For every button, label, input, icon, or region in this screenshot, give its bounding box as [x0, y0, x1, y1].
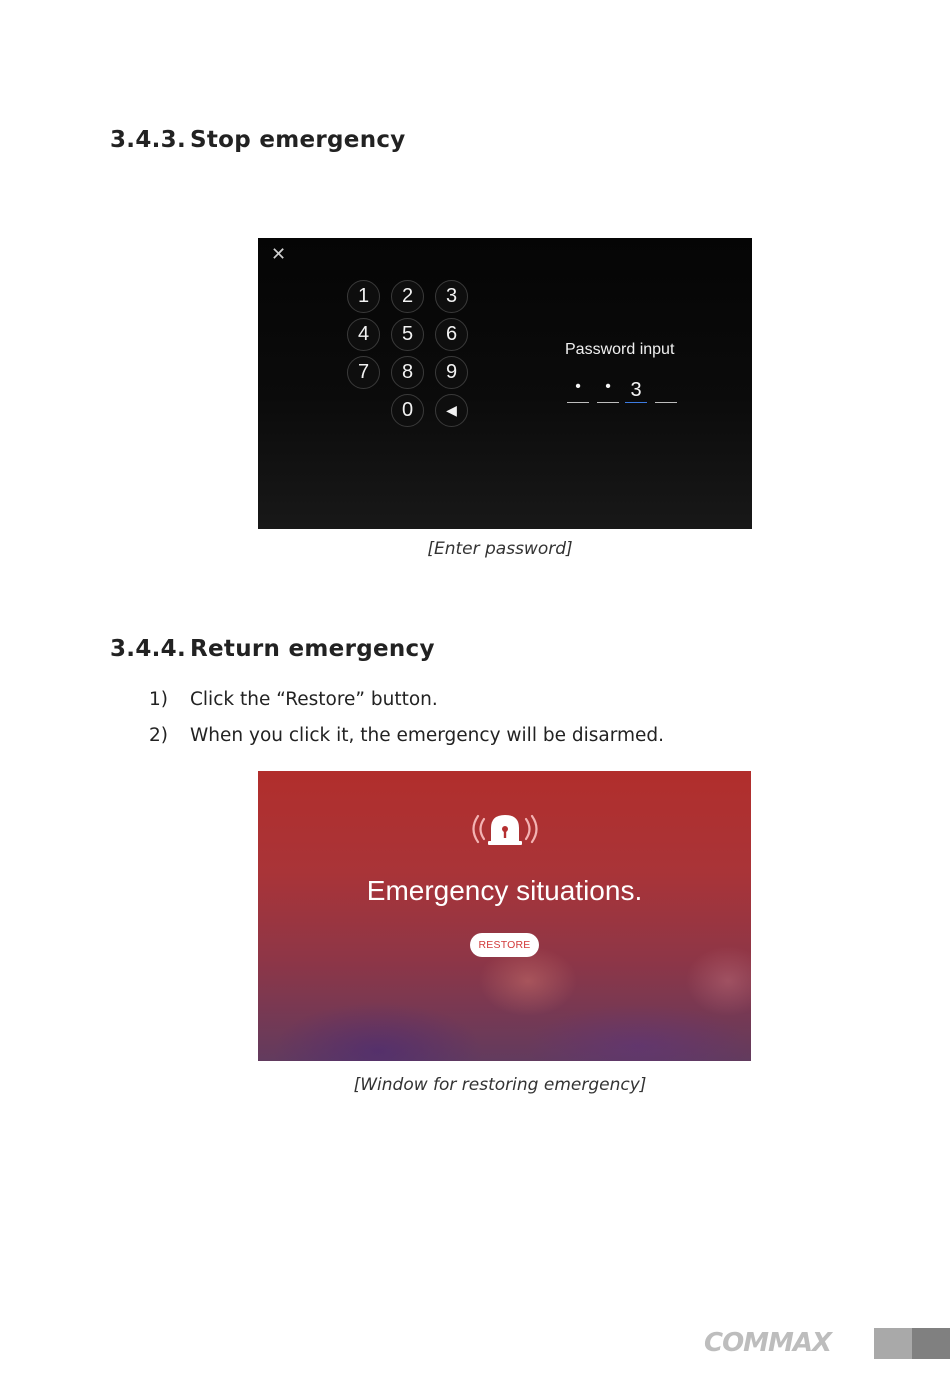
- password-digit-slot: [655, 378, 677, 403]
- key-9[interactable]: 9: [435, 356, 468, 389]
- step-text: Click the “Restore” button.: [190, 689, 438, 710]
- key-0[interactable]: 0: [391, 394, 424, 427]
- footer-decoration: [912, 1328, 950, 1359]
- key-7[interactable]: 7: [347, 356, 380, 389]
- password-digit-slot: •: [567, 378, 589, 403]
- key-6[interactable]: 6: [435, 318, 468, 351]
- footer-decoration: [874, 1328, 912, 1359]
- section-title: Stop emergency: [190, 127, 406, 153]
- password-keypad-screenshot: [258, 238, 752, 529]
- section-number: 3.4.3.: [110, 127, 187, 153]
- key-8[interactable]: 8: [391, 356, 424, 389]
- step-text: When you click it, the emergency will be disarmed.: [190, 725, 665, 746]
- key-1[interactable]: 1: [347, 280, 380, 313]
- close-icon[interactable]: ✕: [271, 244, 287, 265]
- password-digit-slot: •: [597, 378, 619, 403]
- figure-caption-enter-password: [Enter password]: [427, 539, 573, 559]
- section-title: Return emergency: [190, 636, 435, 662]
- step-item: [149, 689, 438, 710]
- siren-alarm-icon: [470, 809, 540, 849]
- key-5[interactable]: 5: [391, 318, 424, 351]
- password-input-label: Password input: [565, 341, 675, 358]
- section-heading-stop-emergency: [110, 127, 406, 153]
- key-4[interactable]: 4: [347, 318, 380, 351]
- emergency-restore-screenshot: [258, 771, 751, 1061]
- commax-logo: COMMAX: [704, 1328, 832, 1358]
- emergency-title: Emergency situations.: [366, 875, 643, 906]
- key-2[interactable]: 2: [391, 280, 424, 313]
- figure-caption-restoring-emergency: [Window for restoring emergency]: [353, 1075, 647, 1095]
- step-item: [149, 725, 664, 746]
- step-number: 1): [149, 689, 168, 710]
- key-3[interactable]: 3: [435, 280, 468, 313]
- step-number: 2): [149, 725, 168, 746]
- section-heading-return-emergency: [110, 636, 435, 662]
- restore-button[interactable]: RESTORE: [470, 933, 539, 957]
- section-number: 3.4.4.: [110, 636, 187, 662]
- backspace-icon: ◀: [446, 402, 457, 418]
- password-digit-slot-active: 3: [625, 378, 647, 403]
- backspace-key[interactable]: [435, 394, 468, 427]
